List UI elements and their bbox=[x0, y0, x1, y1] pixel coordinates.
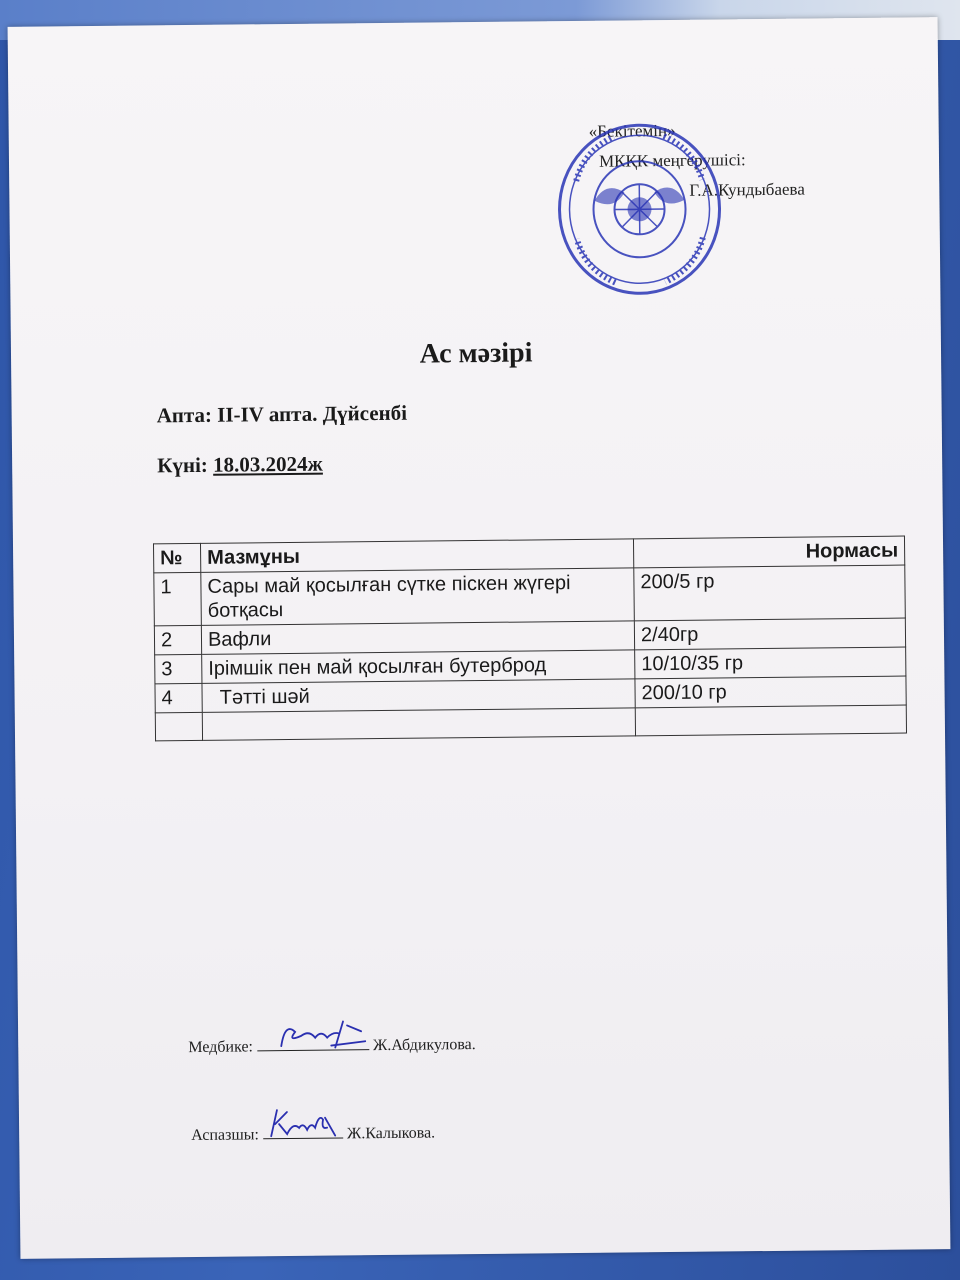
row-norm: 200/5 гр bbox=[634, 565, 906, 621]
date-line bbox=[157, 452, 323, 479]
row-num: 3 bbox=[155, 654, 202, 683]
row-num: 4 bbox=[155, 683, 202, 712]
table-row bbox=[154, 565, 906, 626]
cook-handwritten-signature bbox=[263, 1099, 343, 1140]
menu-document bbox=[8, 17, 951, 1259]
nurse-signature-line bbox=[188, 1032, 476, 1057]
header-num: № bbox=[153, 543, 200, 572]
date-label: Күні: bbox=[157, 452, 214, 478]
approval-name: Г.А.Кундыбаева bbox=[689, 179, 805, 200]
date-value: 18.03.2024ж bbox=[212, 451, 323, 477]
row-norm bbox=[635, 705, 906, 736]
row-content: Сары май қосылған сүтке піскен жүгері ботқасы bbox=[201, 568, 635, 626]
cook-signature bbox=[263, 1121, 343, 1139]
row-content bbox=[202, 708, 635, 741]
cook-signature-line bbox=[191, 1120, 435, 1145]
row-norm: 2/40гр bbox=[634, 618, 905, 650]
menu-table bbox=[153, 536, 907, 742]
header-content: Мазмұны bbox=[200, 539, 633, 573]
nurse-signature bbox=[257, 1033, 369, 1051]
header-norm: Нормасы bbox=[633, 536, 904, 568]
week-line: Апта: ІІ-ІV апта. Дүйсенбі bbox=[156, 400, 408, 428]
row-content: Ірімшік пен май қосылған бутерброд bbox=[202, 650, 635, 684]
row-num: 2 bbox=[154, 625, 201, 654]
cook-label: Аспазшы: bbox=[191, 1126, 260, 1145]
row-num bbox=[155, 712, 202, 740]
cook-name: Ж.Калыкова. bbox=[346, 1124, 436, 1143]
approval-heading: «Бекітемін» bbox=[588, 120, 676, 141]
nurse-handwritten-signature bbox=[257, 1011, 369, 1052]
approval-position: МКҚК меңгерушісі: bbox=[598, 150, 746, 171]
page-title: Ас мәзірі bbox=[419, 337, 533, 370]
row-norm: 10/10/35 гр bbox=[635, 647, 906, 679]
row-num: 1 bbox=[154, 572, 202, 625]
row-content: Тәтті шәй bbox=[202, 679, 635, 713]
row-content: Вафли bbox=[201, 621, 634, 655]
nurse-name: Ж.Абдикулова. bbox=[372, 1036, 476, 1055]
nurse-label: Медбике: bbox=[188, 1038, 254, 1057]
row-norm: 200/10 гр bbox=[635, 676, 906, 708]
official-seal-stamp bbox=[554, 119, 726, 299]
